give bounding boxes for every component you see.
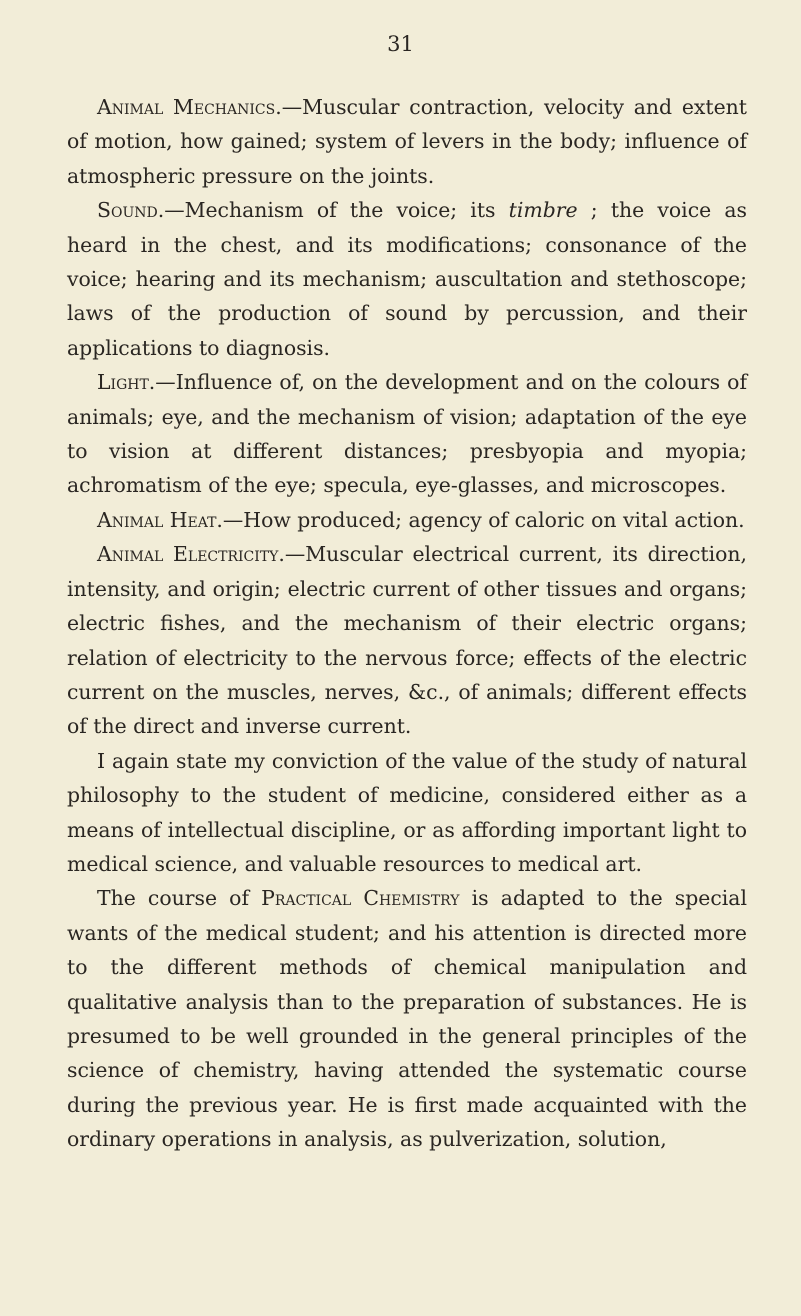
- section-heading-animal-heat: Animal Heat.: [97, 507, 223, 532]
- page-number: 31: [387, 32, 414, 56]
- paragraph-animal-heat: [67, 503, 747, 537]
- paragraph-text: —Muscular electrical current, its direction, intensity, and origin; electric current of other tissues and organs; electric fishes, and the mechanism of their electric organs; relation of electricity to the nervous force; effects of the electric current on the muscles, nerves, &c., of animals; different effects of the direct and inverse current.: [67, 542, 747, 739]
- section-heading-light: Light.: [97, 370, 156, 395]
- paragraph-conviction: [67, 744, 747, 882]
- paragraph-text: —Mechanism of the voice; its: [164, 198, 509, 223]
- course-name: Practical Chemistry: [261, 886, 460, 911]
- italic-term: timbre: [508, 198, 578, 223]
- paragraph-sound: [67, 193, 747, 365]
- paragraph-animal-electricity: [67, 537, 747, 743]
- section-heading-animal-electricity: Animal Electricity.: [97, 542, 285, 567]
- paragraph-text: The course of: [97, 886, 262, 911]
- paragraph-practical-chemistry: [67, 881, 747, 1156]
- paragraph-text: —Muscular contraction, velocity and extent of motion, how gained; system of levers in the body; influence of atmospheric pressure on the joints.: [67, 95, 747, 188]
- paragraph-text: ; the voice as heard in the chest, and its modifications; consonance of the voice; hearing and its mechanism; auscultation and stethoscope; laws of the production of sound by percussion, and their applications to diagnosis.: [67, 198, 747, 360]
- paragraph-text: —How produced; agency of caloric on vital action.: [222, 507, 745, 532]
- section-heading-animal-mechanics: Animal Mechanics.: [97, 95, 282, 119]
- paragraph-light: [67, 365, 747, 503]
- paragraph-text: —Influence of, on the development and on the colours of animals; eye, and the mechanism of vision; adaptation of the eye to vision at different distances; presbyopia and myopia; achromatism of the eye; specula, eye-glasses, and microscopes.: [67, 370, 747, 498]
- section-heading-sound: Sound.: [97, 198, 165, 223]
- body-text: [67, 90, 747, 1157]
- paragraph-text: is adapted to the special wants of the medical student; and his attention is directed more to the different methods of chemical manipulation and qualitative analysis than to the preparation of substances. He is presumed to be well grounded in the general principles of the science of chemistry, having attended the systematic course during the previous year. He is first made acquainted with the ordinary operations in analysis, as pulverization, solution,: [67, 886, 747, 1152]
- paragraph-animal-mechanics: [67, 90, 747, 193]
- paragraph-text: I again state my conviction of the value of the study of natural philosophy to the student of medicine, considered either as a means of intellectual discipline, or as affording important light to medical science, and valuable resources to medical art.: [67, 748, 747, 876]
